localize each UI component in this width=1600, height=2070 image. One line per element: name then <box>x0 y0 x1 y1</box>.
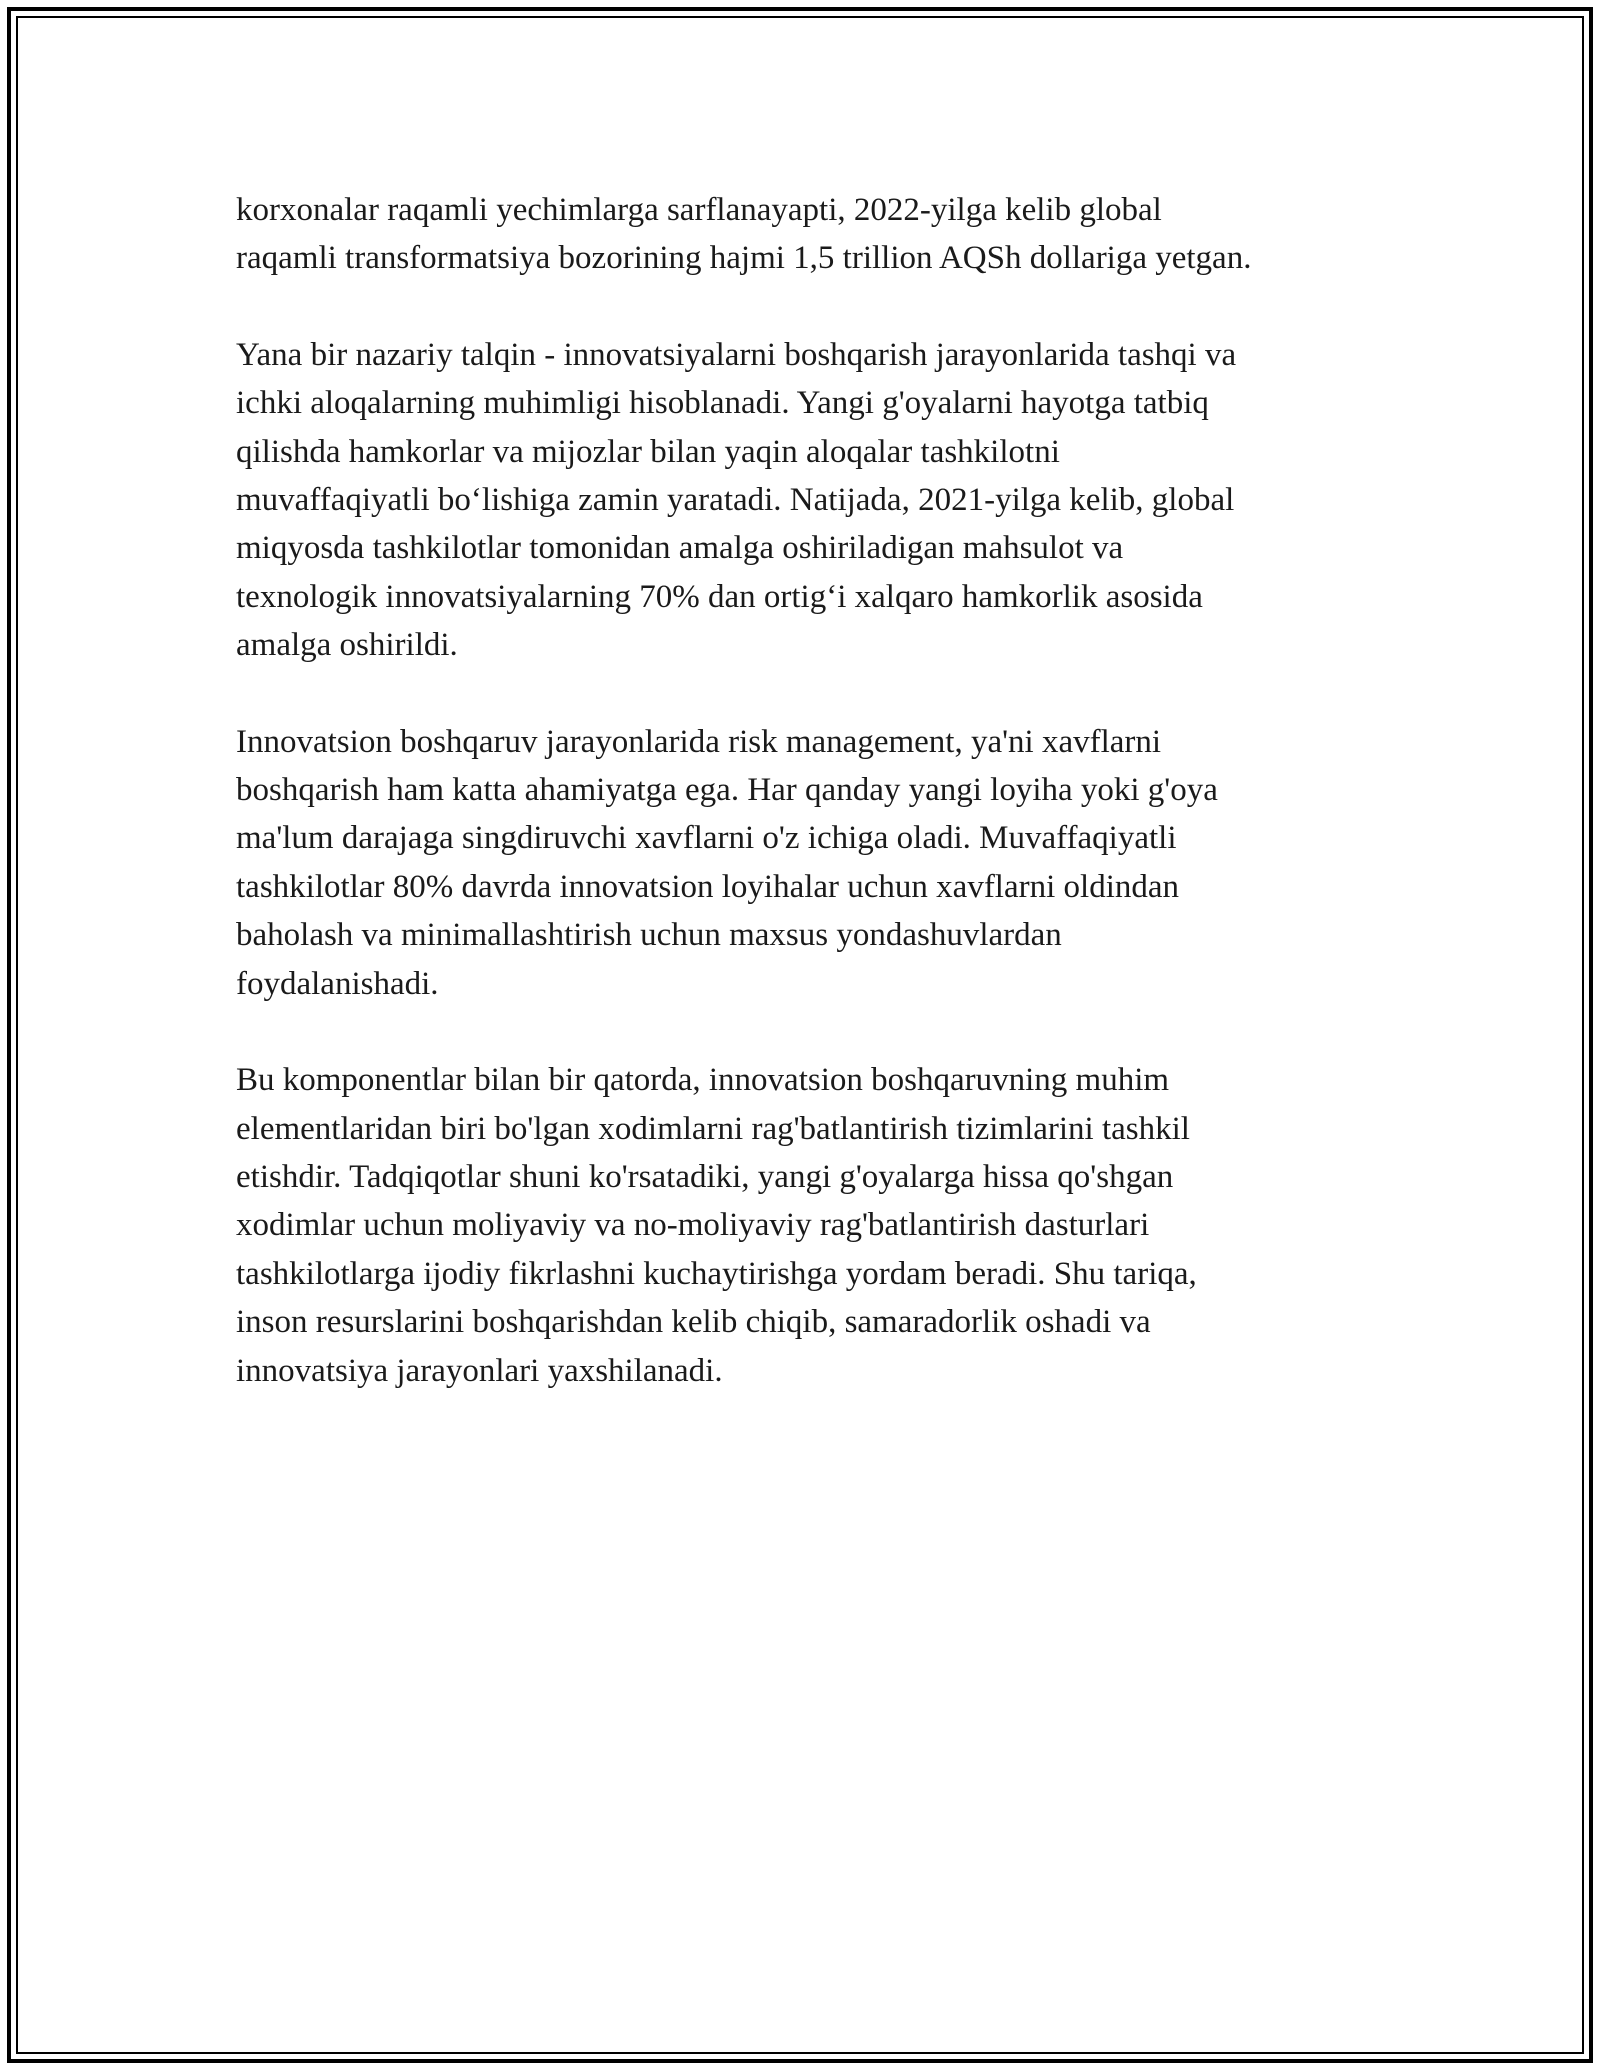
text-line: korxonalar raqamli yechimlarga sarflanayapti, 2022-yilga kelib global <box>236 192 1162 228</box>
paragraph-external-internal-relations <box>236 331 1436 670</box>
document-body <box>236 186 1436 1443</box>
text-line: baholash va minimallashtirish uchun maxsus yondashuvlardan <box>236 917 1062 954</box>
text-line: Yana bir nazariy talqin - innovatsiyalarni boshqarish jarayonlarida tashqi va <box>236 336 1237 373</box>
text-line: qilishda hamkorlar va mijozlar bilan yaqin aloqalar tashkilotni <box>236 433 1060 470</box>
text-line: elementlaridan biri bo'lgan xodimlarni rag'batlantirish tizimlarini tashkil <box>236 1110 1190 1147</box>
text-line: inson resurslarini boshqarishdan kelib chiqib, samaradorlik oshadi va <box>236 1304 1151 1341</box>
text-line: Innovatsion boshqaruv jarayonlarida risk management, ya'ni xavflarni <box>236 723 1162 760</box>
text-line: innovatsiya jarayonlari yaxshilanadi. <box>236 1352 723 1389</box>
text-line: ichki aloqalarning muhimligi hisoblanadi. Yangi g'oyalarni hayotga tatbiq <box>236 385 1209 422</box>
text-line: miqyosda tashkilotlar tomonidan amalga oshiriladigan mahsulot va <box>236 530 1124 567</box>
text-line: muvaffaqiyatli bo‘lishiga zamin yaratadi. Natijada, 2021-yilga kelib, global <box>236 482 1235 519</box>
paragraph-employee-motivation <box>236 1056 1436 1395</box>
text-line: tashkilotlarga ijodiy fikrlashni kuchaytirishga yordam beradi. Shu tariqa, <box>236 1255 1197 1292</box>
paragraph-risk-management <box>236 718 1436 1008</box>
text-line: etishdir. Tadqiqotlar shuni ko'rsatadiki, yangi g'oyalarga hissa qo'shgan <box>236 1158 1174 1195</box>
text-line: amalga oshirildi. <box>236 627 458 664</box>
text-line: boshqarish ham katta ahamiyatga ega. Har qanday yangi loyiha yoki g'oya <box>236 772 1218 809</box>
text-line: raqamli transformatsiya bozorining hajmi 1,5 trillion AQSh dollariga yetgan. <box>236 240 1252 277</box>
text-line: texnologik innovatsiyalarning 70% dan ortig‘i xalqaro hamkorlik asosida <box>236 578 1203 615</box>
text-line: ma'lum darajaga singdiruvchi xavflarni o'z ichiga oladi. Muvaffaqiyatli <box>236 820 1177 857</box>
text-line: tashkilotlar 80% davrda innovatsion loyihalar uchun xavflarni oldindan <box>236 868 1180 905</box>
paragraph-digital-transformation <box>236 186 1436 283</box>
text-line: foydalanishadi. <box>236 965 439 1002</box>
text-line: xodimlar uchun moliyaviy va no-moliyaviy rag'batlantirish dasturlari <box>236 1207 1150 1244</box>
text-line: Bu komponentlar bilan bir qatorda, innovatsion boshqaruvning muhim <box>236 1062 1170 1099</box>
